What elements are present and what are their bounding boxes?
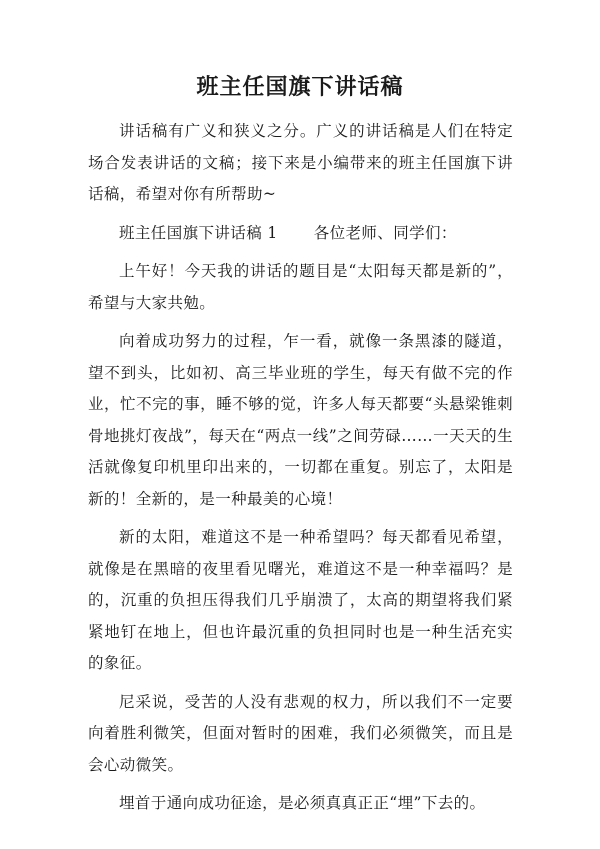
paragraph-opening: 上午好！今天我的讲话的题目是“太阳每天都是新的”，希望与大家共勉。 — [88, 262, 513, 312]
speech-heading: 班主任国旗下讲话稿 1 — [119, 223, 278, 242]
document-title: 班主任国旗下讲话稿 — [196, 74, 404, 100]
paragraph-new-sun: 新的太阳，难道这不是一种希望吗？每天都看见希望，就像是在黑暗的夜里看见曙光，难道这不是一种幸福吗？是的，沉重的负担压得我们几乎崩溃了，太高的期望将我们紧紧地钉在地上，但也许最沉重的负担同时也是一种生活充实的象征。 — [88, 528, 513, 672]
speech-heading-line — [88, 218, 513, 250]
intro-paragraph: 讲话稿有广义和狭义之分。广义的讲话稿是人们在特定场合发表讲话的文稿；接下来是小编带来的班主任国旗下讲话稿，希望对你有所帮助~ — [88, 122, 513, 203]
paragraph-effort: 向着成功努力的过程，乍一看，就像一条黑漆的隧道，望不到头，比如初、高三毕业班的学生，每天有做不完的作业，忙不完的事，睡不够的觉，许多人每天都要“头悬梁锥刺骨地挑灯夜战”，每天在“两点一线”之间劳碌……一天天的生活就像复印机里印出来的，一切都在重复。别忘了，太阳是新的！全新的，是一种最美的心境！ — [88, 332, 513, 508]
speech-greeting: 各位老师、同学们： — [313, 223, 457, 242]
paragraph-bury: 埋首于通向成功征途，是必须真真正正“埋”下去的。 — [119, 794, 486, 812]
paragraph-nietzsche: 尼采说，受苦的人没有悲观的权力，所以我们不一定要向着胜利微笑，但面对暂时的困难，我们必须微笑，而且是会心动微笑。 — [88, 692, 513, 774]
document-body — [88, 116, 513, 827]
